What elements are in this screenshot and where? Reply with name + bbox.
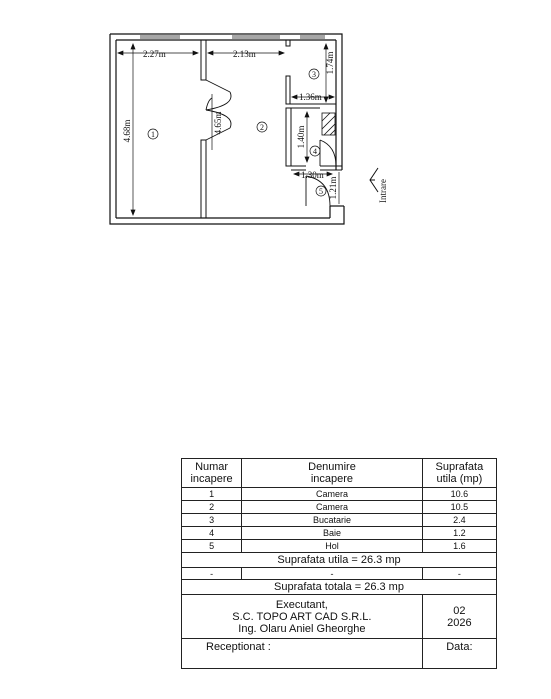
room-name-cell: Baie	[242, 527, 423, 540]
table-row	[182, 527, 497, 540]
legend-header-row	[182, 459, 497, 488]
room-number-3	[309, 69, 319, 79]
table-row	[182, 514, 497, 527]
blank-row	[182, 568, 497, 580]
windows	[140, 36, 325, 38]
room-number-cell: 3	[182, 514, 242, 527]
svg-text:1: 1	[151, 130, 155, 139]
received-row	[182, 639, 497, 669]
usable-total: Suprafata utila = 26.3 mp	[182, 553, 497, 568]
header-room-name: Denumire incapere	[242, 459, 423, 488]
table-row	[182, 501, 497, 514]
blank-cell: -	[422, 568, 496, 580]
dim-room1-height: 4.68m	[122, 119, 132, 143]
room-area-cell: 10.6	[422, 488, 496, 501]
entry-label: Intrare	[378, 179, 388, 203]
blank-cell: -	[182, 568, 242, 580]
room-area-cell: 2.4	[422, 514, 496, 527]
svg-text:4: 4	[313, 147, 317, 156]
room-number-cell: 1	[182, 488, 242, 501]
dim-room1-width: 2.27m	[143, 49, 166, 59]
header-room-number: Numar incapere	[182, 459, 242, 488]
number-date: 02 2026	[422, 595, 496, 639]
room-number-1	[148, 129, 158, 139]
floor-plan	[0, 0, 551, 240]
room-number-2	[257, 122, 267, 132]
room-name-cell: Bucatarie	[242, 514, 423, 527]
date-label: Data:	[422, 639, 496, 669]
dim-room2-height: 4.65m	[213, 111, 223, 135]
svg-text:2: 2	[260, 123, 264, 132]
hatched-shaft	[322, 113, 335, 135]
executor-info: Executant, S.C. TOPO ART CAD S.R.L. Ing. Olaru Aniel Gheorghe	[182, 595, 423, 639]
bath-door	[320, 140, 336, 166]
table-row	[182, 488, 497, 501]
usable-total-row	[182, 553, 497, 568]
room-area-cell: 1.6	[422, 540, 496, 553]
room-name-cell: Camera	[242, 488, 423, 501]
svg-text:3: 3	[312, 70, 316, 79]
room-number-cell: 2	[182, 501, 242, 514]
received-label: Receptionat :	[182, 639, 423, 669]
executor-row	[182, 595, 497, 639]
total-area-row	[182, 580, 497, 595]
dim-room4-width: 1.30m	[301, 170, 324, 180]
room-name-cell: Camera	[242, 501, 423, 514]
dim-room2-width: 2.13m	[233, 49, 256, 59]
hall-door	[306, 176, 330, 206]
room-number-cell: 4	[182, 527, 242, 540]
total-area: Suprafata totala = 26.3 mp	[182, 580, 497, 595]
room-area-cell: 1.2	[422, 527, 496, 540]
room-name-cell: Hol	[242, 540, 423, 553]
dim-room3-height: 1.74m	[325, 51, 335, 75]
room-number-4	[310, 146, 320, 156]
header-usable-area: Suprafata utila (mp)	[422, 459, 496, 488]
partition-wall-1-2	[201, 40, 206, 218]
dim-room5-height: 1.21m	[328, 176, 338, 200]
dim-room4-height: 1.40m	[296, 125, 306, 149]
dim-room3-width: 1.36m	[299, 92, 322, 102]
room-number-5	[316, 186, 326, 196]
table-row	[182, 540, 497, 553]
room-legend-table	[181, 458, 497, 669]
room-number-cell: 5	[182, 540, 242, 553]
svg-text:5: 5	[319, 187, 323, 196]
entry-arrow-icon	[370, 168, 378, 192]
blank-cell: -	[242, 568, 423, 580]
room-area-cell: 10.5	[422, 501, 496, 514]
